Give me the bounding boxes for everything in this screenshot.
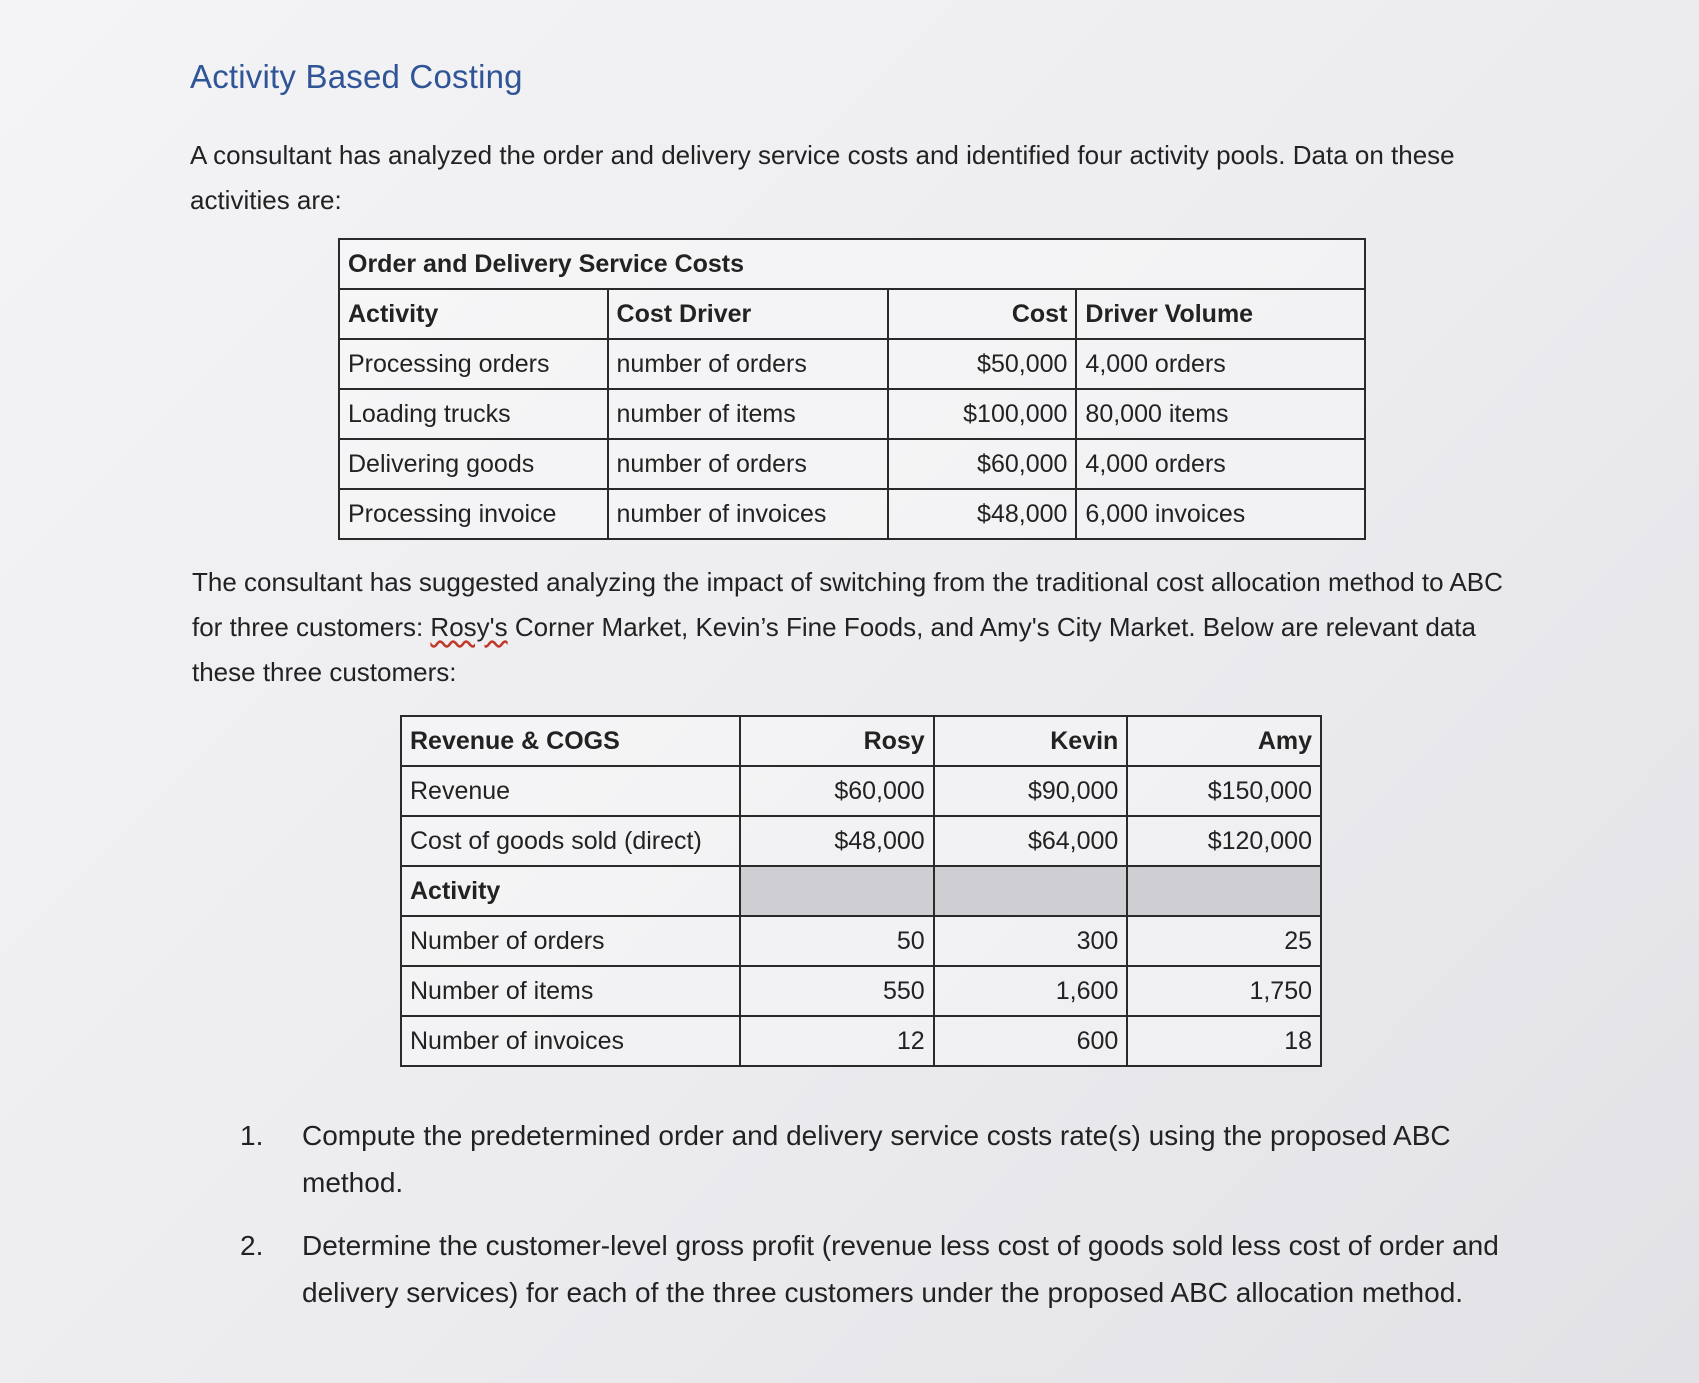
header-revenue-cogs: Revenue & COGS	[401, 716, 740, 766]
activity-cell: Loading trucks	[339, 389, 608, 439]
kevin-value: $64,000	[934, 816, 1128, 866]
driver-cell: number of orders	[608, 439, 889, 489]
volume-cell: 4,000 orders	[1076, 339, 1365, 389]
amy-value: 18	[1127, 1016, 1321, 1066]
row-label: Number of orders	[401, 916, 740, 966]
rosy-value: 550	[740, 966, 934, 1016]
cost-cell: $100,000	[888, 389, 1076, 439]
question-text: Determine the customer-level gross profit (revenue less cost of goods sold less cost of order and delivery services) for each of the three customers under the proposed ABC allocation method.	[302, 1230, 1499, 1308]
header-activity: Activity	[339, 289, 608, 339]
kevin-value: 300	[934, 916, 1128, 966]
kevin-value: 600	[934, 1016, 1128, 1066]
header-rosy: Rosy	[740, 716, 934, 766]
amy-value: $120,000	[1127, 816, 1321, 866]
rosy-value: 50	[740, 916, 934, 966]
row-label: Number of invoices	[401, 1016, 740, 1066]
activity-cell: Processing invoice	[339, 489, 608, 539]
customer-table-header-row	[401, 716, 1321, 766]
table-row	[401, 766, 1321, 816]
intro-paragraph: A consultant has analyzed the order and delivery service costs and identified four activity pools. Data on these activities are:	[190, 140, 1455, 215]
customer-intro-text-rest: Corner Market, Kevin’s Fine Foods, and Amy's City Market. Below are relevant data these three customers:	[192, 612, 1476, 687]
table-row	[339, 339, 1365, 389]
table-row	[339, 439, 1365, 489]
row-label: Number of items	[401, 966, 740, 1016]
activity-cell: Delivering goods	[339, 439, 608, 489]
volume-cell: 6,000 invoices	[1076, 489, 1365, 539]
question-number: 2.	[240, 1230, 264, 1261]
amy-value: 25	[1127, 916, 1321, 966]
customer-intro-text: The consultant has suggested analyzing the impact of switching from the traditional cost allocation method to ABC for three customers:	[192, 567, 1503, 642]
page-title: Activity Based Costing	[190, 58, 523, 95]
driver-cell: number of invoices	[608, 489, 889, 539]
volume-cell: 80,000 items	[1076, 389, 1365, 439]
header-amy: Amy	[1127, 716, 1321, 766]
table-row	[401, 916, 1321, 966]
rosy-value: $48,000	[740, 816, 934, 866]
kevin-value: 1,600	[934, 966, 1128, 1016]
volume-cell: 4,000 orders	[1076, 439, 1365, 489]
table-row	[401, 1016, 1321, 1066]
spellcheck-flagged-word[interactable]: Rosy's	[430, 612, 508, 642]
amy-value: 1,750	[1127, 966, 1321, 1016]
header-kevin: Kevin	[934, 716, 1128, 766]
list-item	[240, 1222, 1540, 1316]
shaded-cell	[934, 866, 1128, 916]
header-cost: Cost	[888, 289, 1076, 339]
row-label: Revenue	[401, 766, 740, 816]
table-row	[339, 389, 1365, 439]
question-number: 1.	[240, 1120, 264, 1151]
row-label: Cost of goods sold (direct)	[401, 816, 740, 866]
cost-table-header-row	[339, 289, 1365, 339]
rosy-value: $60,000	[740, 766, 934, 816]
cost-table-caption-row	[339, 239, 1365, 289]
cost-table	[338, 238, 1366, 540]
kevin-value: $90,000	[934, 766, 1128, 816]
customer-intro-paragraph	[192, 560, 1522, 695]
table-row	[339, 489, 1365, 539]
header-driver-volume: Driver Volume	[1076, 289, 1365, 339]
driver-cell: number of items	[608, 389, 889, 439]
question-text: Compute the predetermined order and delivery service costs rate(s) using the proposed ABC method.	[302, 1120, 1451, 1198]
header-cost-driver: Cost Driver	[608, 289, 889, 339]
cost-cell: $50,000	[888, 339, 1076, 389]
activity-section-row	[401, 866, 1321, 916]
activity-cell: Processing orders	[339, 339, 608, 389]
cost-cell: $48,000	[888, 489, 1076, 539]
question-list	[240, 1112, 1540, 1332]
customer-table	[400, 715, 1322, 1067]
list-item	[240, 1112, 1540, 1206]
cost-cell: $60,000	[888, 439, 1076, 489]
table-row	[401, 966, 1321, 1016]
amy-value: $150,000	[1127, 766, 1321, 816]
table-row	[401, 816, 1321, 866]
shaded-cell	[740, 866, 934, 916]
activity-section-label: Activity	[401, 866, 740, 916]
shaded-cell	[1127, 866, 1321, 916]
rosy-value: 12	[740, 1016, 934, 1066]
cost-table-caption: Order and Delivery Service Costs	[339, 239, 1365, 289]
driver-cell: number of orders	[608, 339, 889, 389]
